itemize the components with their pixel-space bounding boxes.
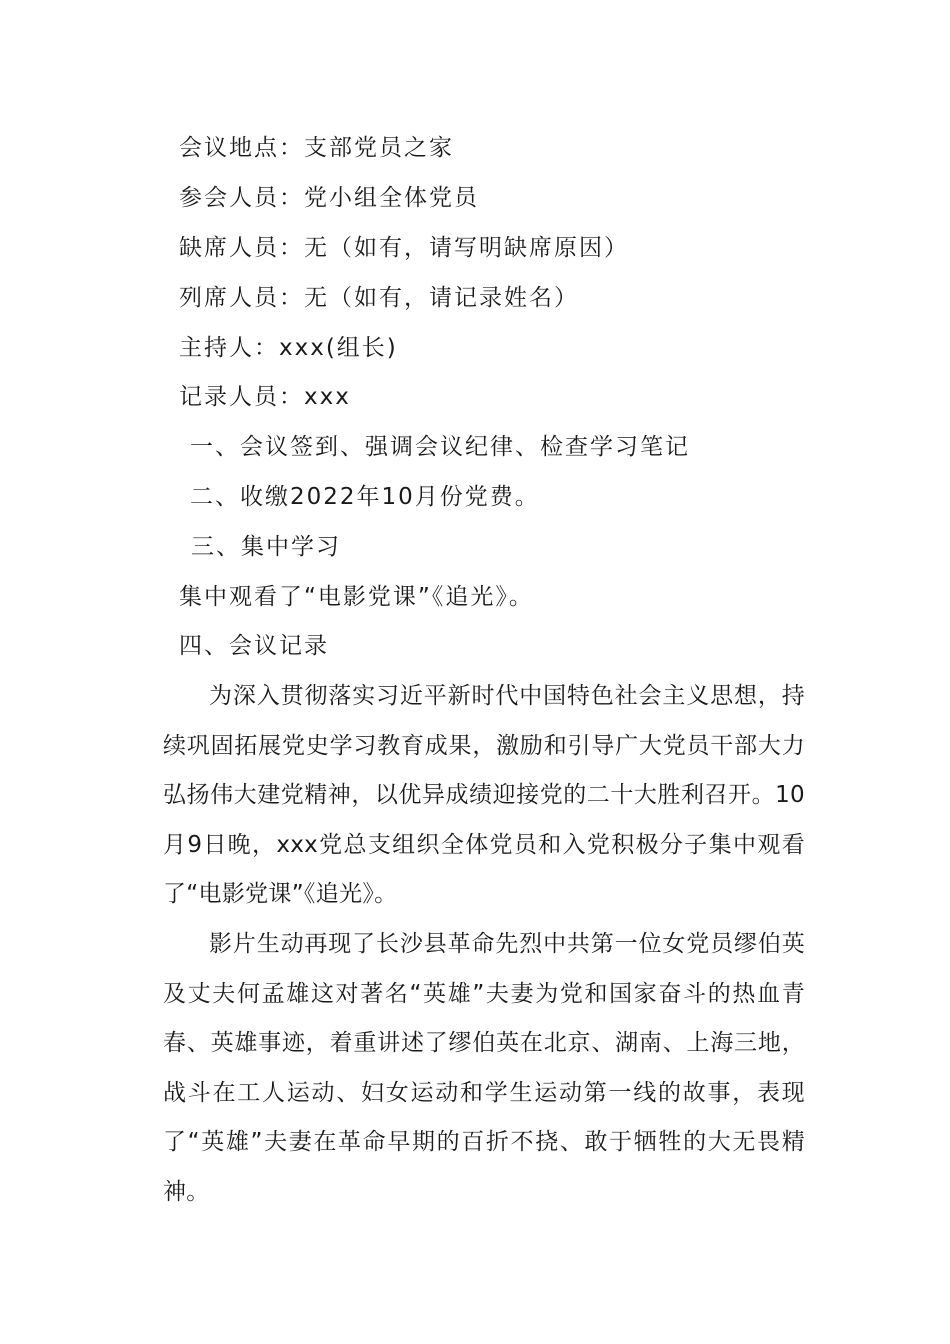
meeting-attendees: 参会人员：党小组全体党员 (179, 185, 479, 211)
meeting-absentees: 缺席人员：无（如有，请写明缺席原因） (179, 235, 629, 261)
agenda-item-3: 三、集中学习 (191, 534, 341, 560)
meeting-observers: 列席人员：无（如有，请记录姓名） (179, 285, 579, 311)
agenda-item-1: 一、会议签到、强调会议纪律、检查学习笔记 (190, 434, 690, 460)
record-paragraph-2: 影片生动再现了长沙县革命先烈中共第一位女党员缪伯英及丈夫何孟雄这对著名“英雄”夫妻为党和国家奋斗的热血青春、英雄事迹，着重讲述了缪伯英在北京、湖南、上海三地，战斗在工人运动、妇女运动和学生运动第一线的故事，表现了“英雄”夫妻在革命早期的百折不挠、敢于牺牲的大无畏精神。 (163, 931, 805, 1205)
agenda-item-3-detail: 集中观看了“电影党课”《追光》。 (179, 584, 534, 610)
meeting-recorder: 记录人员：xxx (179, 384, 351, 410)
meeting-host: 主持人：xxx(组长) (179, 335, 398, 361)
agenda-item-4: 四、会议记录 (179, 633, 329, 659)
meeting-location: 会议地点：支部党员之家 (179, 135, 454, 161)
record-paragraph-1: 为深入贯彻落实习近平新时代中国特色社会主义思想，持续巩固拓展党史学习教育成果，激励和引导广大党员干部大力弘扬伟大建党精神，以优异成绩迎接党的二十大胜利召开。10月9日晚，xxx党总支组织全体党员和入党积极分子集中观看了“电影党课”《追光》。 (163, 683, 805, 908)
agenda-item-2: 二、收缴2022年10月份党费。 (190, 484, 540, 510)
